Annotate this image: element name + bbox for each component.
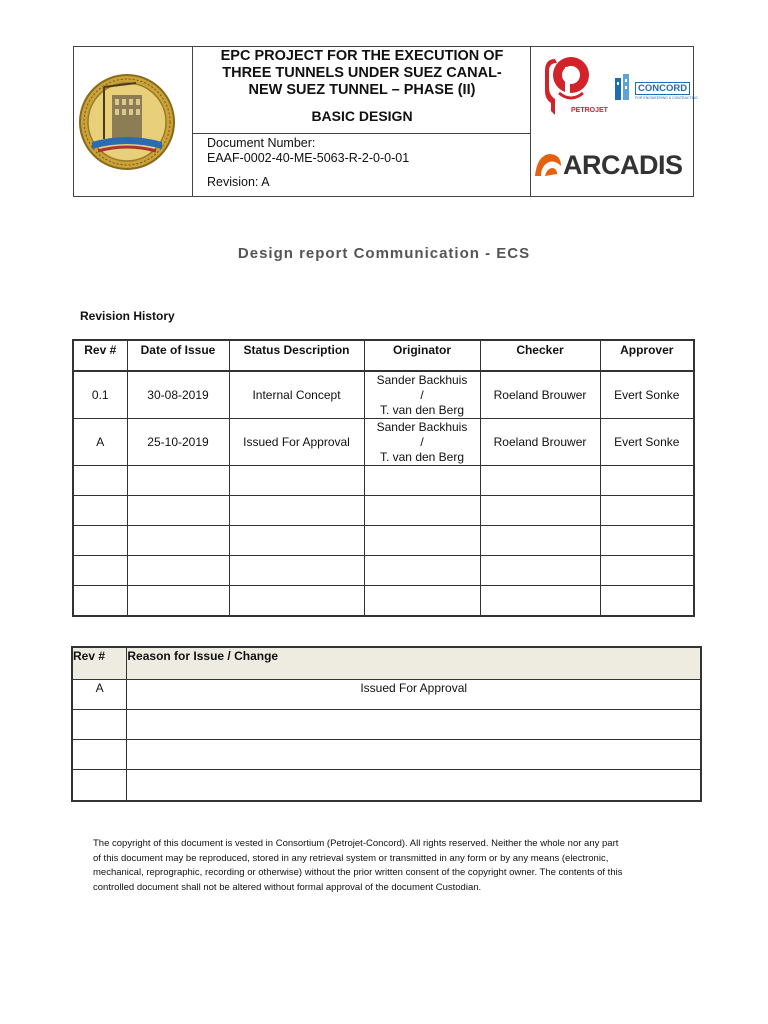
concord-logo-text: CONCORD <box>635 82 690 95</box>
copyright-line: mechanical, reprographic, recording or otherwise) without the prior written consent of the copyright owner. The contents of this <box>93 867 623 879</box>
revision-history-table <box>72 339 695 617</box>
document-title: Design report Communication - ECS <box>237 245 531 262</box>
originator-name: T. van den Berg <box>379 449 465 464</box>
concord-logo-subtext: FOR ENGINEERING & CONTRACTING <box>635 96 698 100</box>
project-title-line: THREE TUNNELS UNDER SUEZ CANAL- <box>222 65 502 81</box>
project-info-cell <box>193 47 531 196</box>
empty-row <box>73 466 694 496</box>
column-header: Rev # <box>73 340 127 371</box>
originator-separator: / <box>420 434 424 449</box>
checker-cell: Roeland Brouwer <box>480 371 600 419</box>
project-title-line: EPC PROJECT FOR THE EXECUTION OF <box>220 48 504 64</box>
copyright-line: of this document may be reproduced, stored in any retrieval system or transmitted in any form or by any means (electronic, <box>93 852 609 864</box>
logos-cell <box>531 47 698 196</box>
revision-label: Revision: A <box>207 175 270 189</box>
document-header <box>73 46 698 197</box>
revision-history-heading: Revision History <box>80 309 175 323</box>
column-header: Reason for Issue / Change <box>127 647 701 679</box>
approver-cell: Evert Sonke <box>600 419 694 466</box>
table-row <box>73 371 694 419</box>
arcadis-logo-text: ARCADIS <box>563 150 683 180</box>
document-number-label: Document Number: <box>207 136 316 150</box>
originator-cell <box>364 419 480 466</box>
status-cell: Internal Concept <box>229 371 364 419</box>
originator-name: Sander Backhuis <box>376 372 468 387</box>
project-title <box>193 47 531 99</box>
approver-cell: Evert Sonke <box>600 371 694 419</box>
column-header: Date of Issue <box>127 340 229 371</box>
table-header-row <box>72 647 701 679</box>
column-header: Rev # <box>72 647 127 679</box>
empty-row <box>73 556 694 586</box>
rev-cell: A <box>72 679 127 709</box>
originator-name: Sander Backhuis <box>376 419 468 434</box>
basic-design-label: BASIC DESIGN <box>311 108 413 124</box>
checker-cell: Roeland Brouwer <box>480 419 600 466</box>
rev-cell: 0.1 <box>73 371 127 419</box>
empty-row <box>73 496 694 526</box>
table-row <box>72 679 701 709</box>
empty-row <box>72 709 701 739</box>
originator-separator: / <box>420 387 424 402</box>
petrojet-logo-text: PETROJET <box>571 107 608 114</box>
empty-row <box>72 769 701 801</box>
suez-emblem-logo <box>74 47 193 196</box>
empty-row <box>73 526 694 556</box>
column-header: Status Description <box>229 340 364 371</box>
document-number: EAAF-0002-40-ME-5063-R-2-0-0-01 <box>207 151 410 165</box>
empty-row <box>72 739 701 769</box>
project-title-line: NEW SUEZ TUNNEL – PHASE (II) <box>248 82 476 98</box>
empty-row <box>73 586 694 617</box>
header-divider <box>193 133 531 134</box>
date-cell: 25-10-2019 <box>127 419 229 466</box>
copyright-notice <box>93 837 683 895</box>
column-header: Originator <box>364 340 480 371</box>
copyright-line: controlled document shall not be altered without formal approval of the document Custodian. <box>93 881 482 893</box>
arcadis-logo-mark <box>533 152 563 178</box>
reason-cell: Issued For Approval <box>127 679 701 709</box>
copyright-line: The copyright of this document is vested in Consortium (Petrojet-Concord). All rights reserved. Neither the whole nor any part <box>93 838 619 849</box>
originator-name: T. van den Berg <box>379 402 465 417</box>
table-header-row <box>73 340 694 371</box>
originator-cell <box>364 371 480 419</box>
emblem-cell <box>74 47 193 196</box>
concord-logo-mark <box>613 74 633 102</box>
column-header: Approver <box>600 340 694 371</box>
date-cell: 30-08-2019 <box>127 371 229 419</box>
column-header: Checker <box>480 340 600 371</box>
table-row <box>73 419 694 466</box>
status-cell: Issued For Approval <box>229 419 364 466</box>
reason-for-issue-table <box>71 646 702 802</box>
rev-cell: A <box>73 419 127 466</box>
